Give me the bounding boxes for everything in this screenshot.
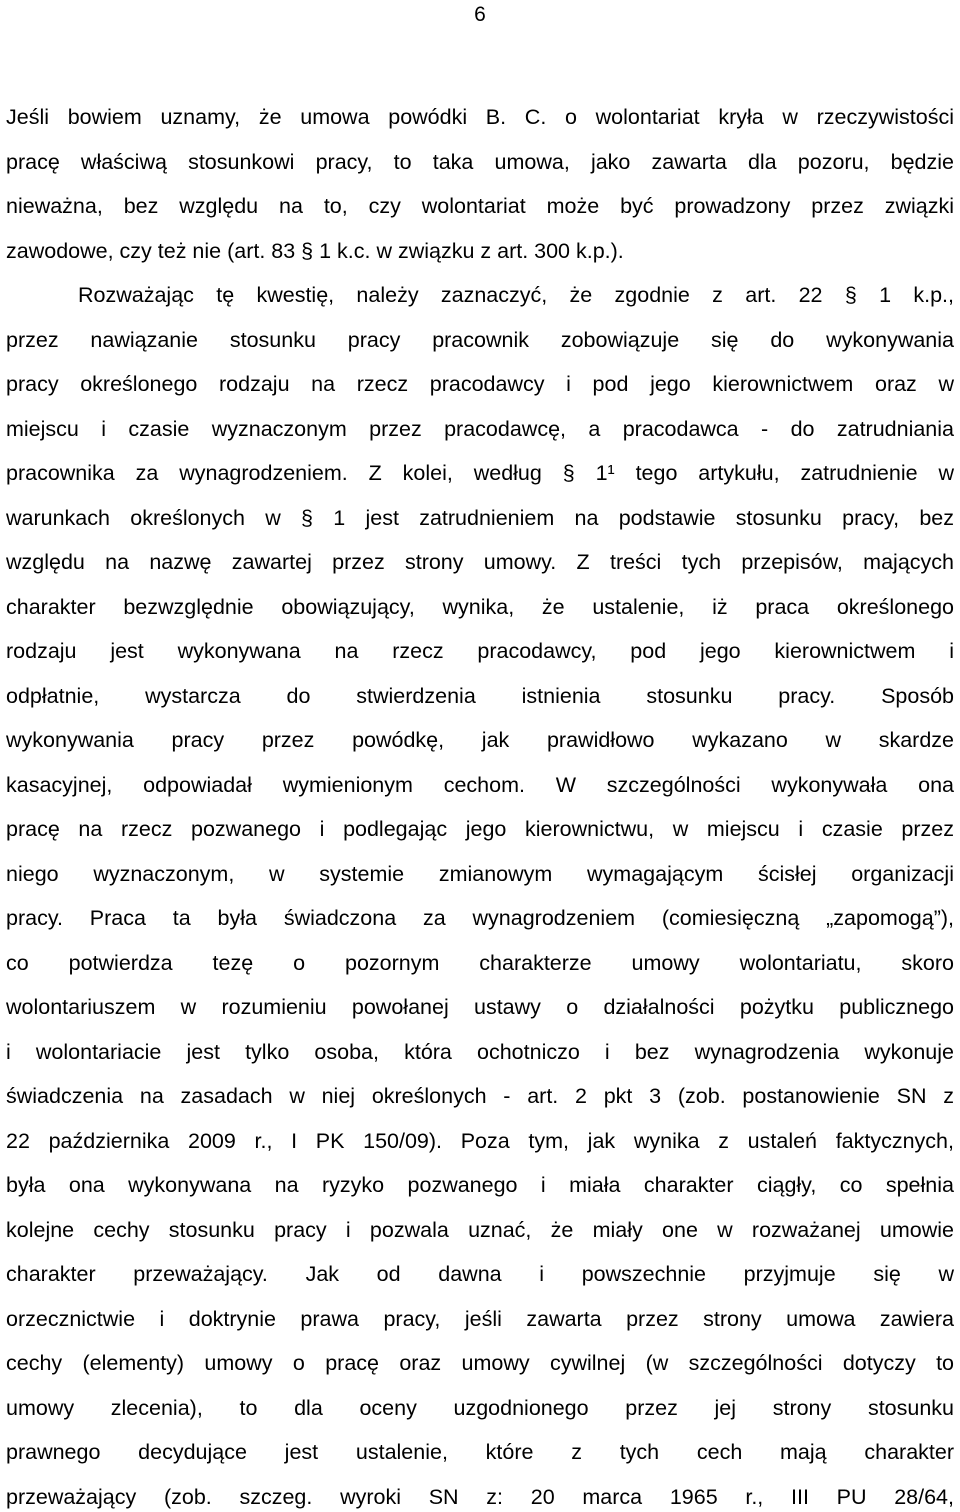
text-line: pracę na rzecz pozwanego i podlegając jego kierownictwu, w miejscu i czasie przez — [6, 817, 954, 841]
text-line: była ona wykonywana na ryzyko pozwanego i miała charakter ciągły, co spełnia — [6, 1173, 954, 1197]
text-line: cechy (elementy) umowy o pracę oraz umowy cywilnej (w szczególności dotyczy to — [6, 1351, 954, 1375]
text-line: pracownika za wynagrodzeniem. Z kolei, według § 1¹ tego artykułu, zatrudnienie w — [6, 461, 954, 485]
text-line: miejscu i czasie wyznaczonym przez pracodawcę, a pracodawca - do zatrudniania — [6, 417, 954, 441]
text-line: zawodowe, czy też nie (art. 83 § 1 k.c. w związku z art. 300 k.p.). — [6, 239, 624, 263]
text-line: Jeśli bowiem uznamy, że umowa powódki B. C. o wolontariat kryła w rzeczywistości — [6, 105, 954, 129]
text-line: odpłatnie, wystarcza do stwierdzenia istnienia stosunku pracy. Sposób — [6, 684, 954, 708]
text-line: Rozważając tę kwestię, należy zaznaczyć, że zgodnie z art. 22 § 1 k.p., — [78, 283, 954, 307]
text-line: wolontariuszem w rozumieniu powołanej ustawy o działalności pożytku publicznego — [6, 995, 954, 1019]
text-line: wykonywania pracy przez powódkę, jak prawidłowo wykazano w skardze — [6, 728, 954, 752]
text-line: 22 października 2009 r., I PK 150/09). Poza tym, jak wynika z ustaleń faktycznych, — [6, 1129, 954, 1153]
text-line: pracy określonego rodzaju na rzecz pracodawcy i pod jego kierownictwem oraz w — [6, 372, 954, 396]
text-line: względu na nazwę zawartej przez strony umowy. Z treści tych przepisów, mających — [6, 550, 954, 574]
text-line: świadczenia na zasadach w niej określonych - art. 2 pkt 3 (zob. postanowienie SN z — [6, 1084, 954, 1108]
text-line: przeważający (zob. szczeg. wyroki SN z: 20 marca 1965 r., III PU 28/64, — [6, 1485, 954, 1509]
text-line: przez nawiązanie stosunku pracy pracownik zobowiązuje się do wykonywania — [6, 328, 954, 352]
text-line: umowy zlecenia), to dla oceny uzgodnionego przez jej strony stosunku — [6, 1396, 954, 1420]
text-line: pracy. Praca ta była świadczona za wynagrodzeniem (comiesięczną „zapomogą”), — [6, 906, 954, 930]
text-line: i wolontariacie jest tylko osoba, która ochotniczo i bez wynagrodzenia wykonuje — [6, 1040, 954, 1064]
page-number: 6 — [474, 3, 486, 26]
text-line: niego wyznaczonym, w systemie zmianowym wymagającym ścisłej organizacji — [6, 862, 954, 886]
text-line: charakter przeważający. Jak od dawna i powszechnie przyjmuje się w — [6, 1262, 954, 1286]
text-line: warunkach określonych w § 1 jest zatrudnieniem na podstawie stosunku pracy, bez — [6, 506, 954, 530]
text-line: prawnego decydujące jest ustalenie, które z tych cech mają charakter — [6, 1440, 954, 1464]
text-line: kolejne cechy stosunku pracy i pozwala uznać, że miały one w rozważanej umowie — [6, 1218, 954, 1242]
text-line: orzecznictwie i doktrynie prawa pracy, jeśli zawarta przez strony umowa zawiera — [6, 1307, 954, 1331]
text-line: co potwierdza tezę o pozornym charakterze umowy wolontariatu, skoro — [6, 951, 954, 975]
text-line: charakter bezwzględnie obowiązujący, wynika, że ustalenie, iż praca określonego — [6, 595, 954, 619]
text-line: kasacyjnej, odpowiadał wymienionym cechom. W szczególności wykonywała ona — [6, 773, 954, 797]
text-line: pracę właściwą stosunkowi pracy, to taka umowa, jako zawarta dla pozoru, będzie — [6, 150, 954, 174]
text-line: rodzaju jest wykonywana na rzecz pracodawcy, pod jego kierownictwem i — [6, 639, 954, 663]
text-line: nieważna, bez względu na to, czy wolontariat może być prowadzony przez związki — [6, 194, 954, 218]
